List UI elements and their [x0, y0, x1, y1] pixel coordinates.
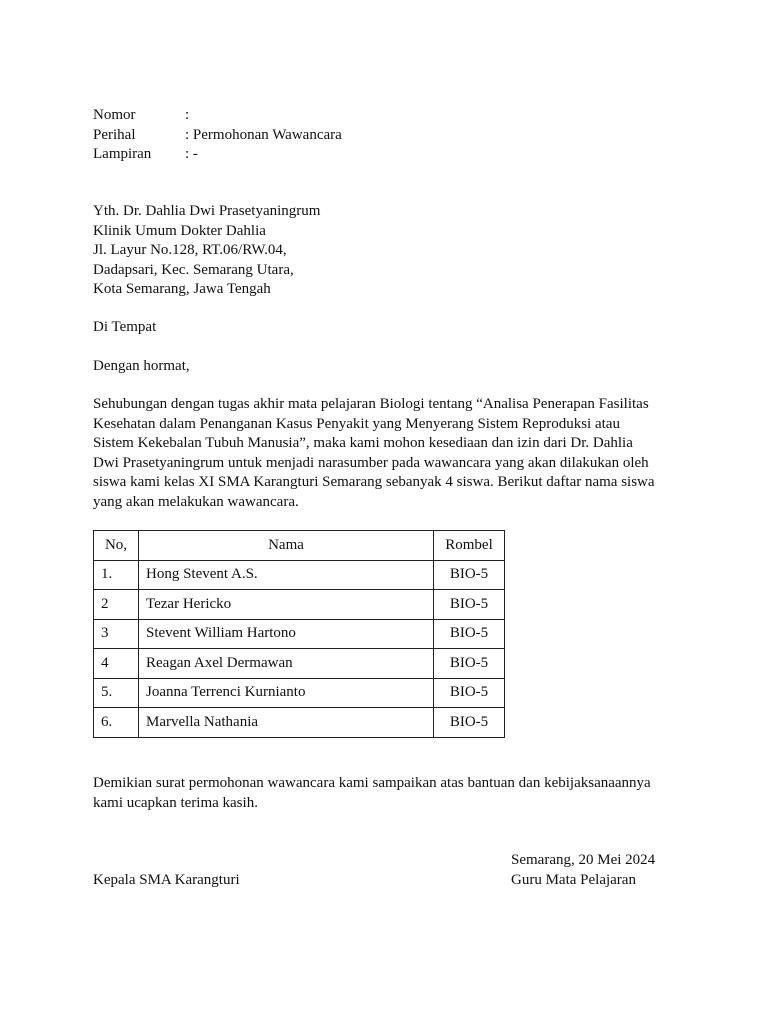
- salutation: Dengan hormat,: [93, 358, 190, 374]
- cell-no: 6.: [94, 708, 139, 738]
- recipient-line: Jl. Layur No.128, RT.06/RW.04,: [93, 242, 287, 258]
- recipient-line: Yth. Dr. Dahlia Dwi Prasetyaningrum: [93, 203, 321, 219]
- nomor-label: Nomor: [93, 107, 136, 123]
- body-paragraph: [93, 395, 693, 512]
- cell-no: 4: [94, 649, 139, 679]
- table-row: [94, 649, 505, 679]
- body-line: yang akan melakukan wawancara.: [93, 493, 299, 510]
- table-row: [94, 560, 505, 590]
- body-line: Sehubungan dengan tugas akhir mata pelajaran Biologi tentang “Analisa Penerapan Fasilitas: [93, 396, 649, 412]
- recipient-line: Klinik Umum Dokter Dahlia: [93, 222, 266, 239]
- header-no: No,: [94, 531, 139, 561]
- table-row: [94, 590, 505, 620]
- body-line: Dwi Prasetyaningrum untuk menjadi narasumber pada wawancara yang akan dilakukan oleh: [93, 454, 649, 471]
- cell-nama: Stevent William Hartono: [139, 619, 434, 649]
- cell-rombel: BIO-5: [434, 708, 505, 738]
- di-tempat: Di Tempat: [93, 319, 157, 335]
- cell-nama: Reagan Axel Dermawan: [139, 649, 434, 679]
- table-header-row: [94, 531, 505, 561]
- cell-rombel: BIO-5: [434, 590, 505, 620]
- perihal-label: Perihal: [93, 126, 136, 143]
- cell-rombel: BIO-5: [434, 560, 505, 590]
- cell-nama: Tezar Hericko: [139, 590, 434, 620]
- body-line: Kesehatan dalam Penanganan Kasus Penyakit yang Menyerang Sistem Reproduksi atau: [93, 415, 620, 432]
- table-row: [94, 708, 505, 738]
- table-row: [94, 619, 505, 649]
- student-table: [93, 530, 505, 738]
- lampiran-row: [93, 145, 342, 165]
- nomor-value: :: [185, 107, 190, 123]
- recipient-line: Kota Semarang, Jawa Tengah: [93, 281, 271, 297]
- lampiran-value: : -: [185, 146, 198, 162]
- body-line: siswa kami kelas XI SMA Karangturi Semarang sebanyak 4 siswa. Berikut daftar nama siswa: [93, 474, 655, 490]
- perihal-value: : Permohonan Wawancara: [185, 126, 342, 143]
- cell-nama: Hong Stevent A.S.: [139, 560, 434, 590]
- cell-nama: Marvella Nathania: [139, 708, 434, 738]
- cell-no: 3: [94, 619, 139, 649]
- cell-rombel: BIO-5: [434, 619, 505, 649]
- header-nama: Nama: [139, 531, 434, 561]
- recipient-line: Dadapsari, Kec. Semarang Utara,: [93, 261, 294, 278]
- table-row: [94, 678, 505, 708]
- cell-no: 5.: [94, 678, 139, 708]
- body-line: Sistem Kekebalan Tubuh Manusia”, maka kami mohon kesediaan dan izin dari Dr. Dahlia: [93, 435, 633, 451]
- closing-line: Demikian surat permohonan wawancara kami sampaikan atas bantuan dan kebijaksanaannya: [93, 775, 651, 791]
- header-rombel: Rombel: [434, 531, 505, 561]
- nomor-row: [93, 106, 342, 126]
- closing-line: kami ucapkan terima kasih.: [93, 794, 258, 811]
- cell-no: 2: [94, 590, 139, 620]
- signature-principal-title: Kepala SMA Karangturi: [93, 872, 240, 888]
- closing-paragraph: [93, 774, 693, 813]
- signature-teacher-title: Guru Mata Pelajaran: [511, 872, 636, 888]
- cell-no: 1.: [94, 560, 139, 590]
- letter-header: [93, 106, 342, 165]
- cell-rombel: BIO-5: [434, 649, 505, 679]
- lampiran-label: Lampiran: [93, 146, 152, 162]
- recipient-address: [93, 202, 320, 300]
- perihal-row: [93, 126, 342, 146]
- cell-nama: Joanna Terrenci Kurnianto: [139, 678, 434, 708]
- cell-rombel: BIO-5: [434, 678, 505, 708]
- signature-date: Semarang, 20 Mei 2024: [511, 852, 656, 868]
